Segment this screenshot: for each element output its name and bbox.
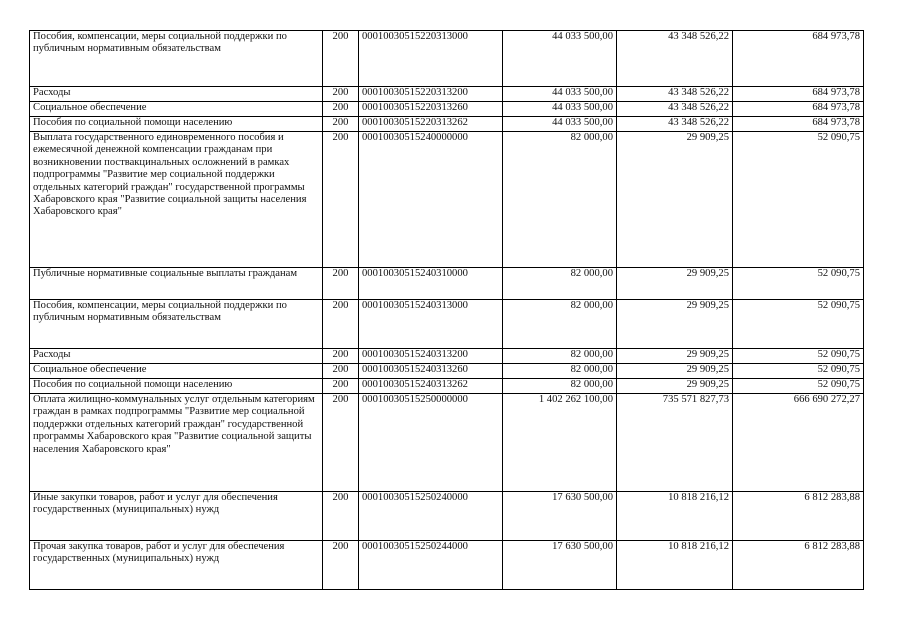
row-name: Расходы <box>30 87 323 102</box>
table-row <box>30 31 864 87</box>
row-approved: 82 000,00 <box>503 364 617 379</box>
row-unexecuted: 52 090,75 <box>733 349 864 364</box>
row-unexecuted: 52 090,75 <box>733 268 864 300</box>
row-code: 200 <box>323 117 359 132</box>
report-sheet <box>29 30 864 590</box>
row-approved: 82 000,00 <box>503 132 617 268</box>
row-executed: 29 909,25 <box>617 300 733 349</box>
row-kbk: 00010030515220313260 <box>359 102 503 117</box>
row-name: Оплата жилищно-коммунальных услуг отдельным категориям граждан в рамках подпрограммы "Развитие мер социальной поддержки отдельных категорий граждан" государственной программы Хабаровского края "Развитие социальной защиты населения Хабаровского края" <box>30 394 323 492</box>
table-row <box>30 364 864 379</box>
row-code: 200 <box>323 132 359 268</box>
row-code: 200 <box>323 87 359 102</box>
row-approved: 17 630 500,00 <box>503 492 617 541</box>
row-kbk: 00010030515240313260 <box>359 364 503 379</box>
row-approved: 44 033 500,00 <box>503 31 617 87</box>
table-row <box>30 132 864 268</box>
table-row <box>30 268 864 300</box>
row-name: Прочая закупка товаров, работ и услуг для обеспечения государственных (муниципальных) нужд <box>30 541 323 590</box>
row-executed: 29 909,25 <box>617 132 733 268</box>
row-code: 200 <box>323 394 359 492</box>
row-executed: 29 909,25 <box>617 268 733 300</box>
row-executed: 43 348 526,22 <box>617 87 733 102</box>
row-kbk: 00010030515250240000 <box>359 492 503 541</box>
table-row <box>30 102 864 117</box>
row-kbk: 00010030515240313200 <box>359 349 503 364</box>
table-row <box>30 300 864 349</box>
row-executed: 43 348 526,22 <box>617 31 733 87</box>
row-unexecuted: 52 090,75 <box>733 132 864 268</box>
table-row <box>30 349 864 364</box>
row-unexecuted: 684 973,78 <box>733 117 864 132</box>
row-approved: 44 033 500,00 <box>503 102 617 117</box>
row-kbk: 00010030515220313262 <box>359 117 503 132</box>
row-kbk: 00010030515240313000 <box>359 300 503 349</box>
row-kbk: 00010030515240313262 <box>359 379 503 394</box>
table-row <box>30 87 864 102</box>
row-code: 200 <box>323 268 359 300</box>
row-unexecuted: 52 090,75 <box>733 379 864 394</box>
row-name: Пособия, компенсации, меры социальной поддержки по публичным нормативным обязательствам <box>30 31 323 87</box>
row-unexecuted: 666 690 272,27 <box>733 394 864 492</box>
row-name: Публичные нормативные социальные выплаты гражданам <box>30 268 323 300</box>
row-name: Выплата государственного единовременного пособия и ежемесячной денежной компенсации гражданам при возникновении поствакцинальных осложнений в рамках подпрограммы "Развитие мер социальной поддержки отдельных категорий граждан" государственной программы Хабаровского края "Развитие социальной защиты населения Хабаровского края" <box>30 132 323 268</box>
row-code: 200 <box>323 364 359 379</box>
row-approved: 82 000,00 <box>503 379 617 394</box>
row-name: Пособия по социальной помощи населению <box>30 117 323 132</box>
row-unexecuted: 52 090,75 <box>733 364 864 379</box>
row-code: 200 <box>323 349 359 364</box>
row-unexecuted: 52 090,75 <box>733 300 864 349</box>
row-executed: 29 909,25 <box>617 379 733 394</box>
row-unexecuted: 684 973,78 <box>733 87 864 102</box>
budget-execution-table <box>29 30 864 590</box>
row-executed: 10 818 216,12 <box>617 541 733 590</box>
row-kbk: 00010030515240310000 <box>359 268 503 300</box>
row-approved: 82 000,00 <box>503 349 617 364</box>
row-code: 200 <box>323 541 359 590</box>
row-unexecuted: 6 812 283,88 <box>733 541 864 590</box>
row-unexecuted: 6 812 283,88 <box>733 492 864 541</box>
row-code: 200 <box>323 379 359 394</box>
row-kbk: 00010030515220313200 <box>359 87 503 102</box>
row-kbk: 00010030515240000000 <box>359 132 503 268</box>
table-row <box>30 379 864 394</box>
row-code: 200 <box>323 300 359 349</box>
row-approved: 82 000,00 <box>503 268 617 300</box>
row-kbk: 00010030515250244000 <box>359 541 503 590</box>
row-code: 200 <box>323 102 359 117</box>
row-name: Социальное обеспечение <box>30 364 323 379</box>
row-unexecuted: 684 973,78 <box>733 31 864 87</box>
row-approved: 1 402 262 100,00 <box>503 394 617 492</box>
row-executed: 29 909,25 <box>617 349 733 364</box>
row-approved: 44 033 500,00 <box>503 117 617 132</box>
row-executed: 10 818 216,12 <box>617 492 733 541</box>
row-executed: 43 348 526,22 <box>617 117 733 132</box>
row-code: 200 <box>323 492 359 541</box>
row-approved: 44 033 500,00 <box>503 87 617 102</box>
row-approved: 82 000,00 <box>503 300 617 349</box>
row-kbk: 00010030515220313000 <box>359 31 503 87</box>
table-row <box>30 117 864 132</box>
row-name: Пособия, компенсации, меры социальной поддержки по публичным нормативным обязательствам <box>30 300 323 349</box>
row-name: Пособия по социальной помощи населению <box>30 379 323 394</box>
row-approved: 17 630 500,00 <box>503 541 617 590</box>
row-executed: 43 348 526,22 <box>617 102 733 117</box>
table-row <box>30 492 864 541</box>
row-name: Социальное обеспечение <box>30 102 323 117</box>
row-executed: 735 571 827,73 <box>617 394 733 492</box>
row-name: Иные закупки товаров, работ и услуг для обеспечения государственных (муниципальных) нужд <box>30 492 323 541</box>
table-row <box>30 394 864 492</box>
table-row <box>30 541 864 590</box>
row-executed: 29 909,25 <box>617 364 733 379</box>
row-unexecuted: 684 973,78 <box>733 102 864 117</box>
row-name: Расходы <box>30 349 323 364</box>
row-code: 200 <box>323 31 359 87</box>
row-kbk: 00010030515250000000 <box>359 394 503 492</box>
